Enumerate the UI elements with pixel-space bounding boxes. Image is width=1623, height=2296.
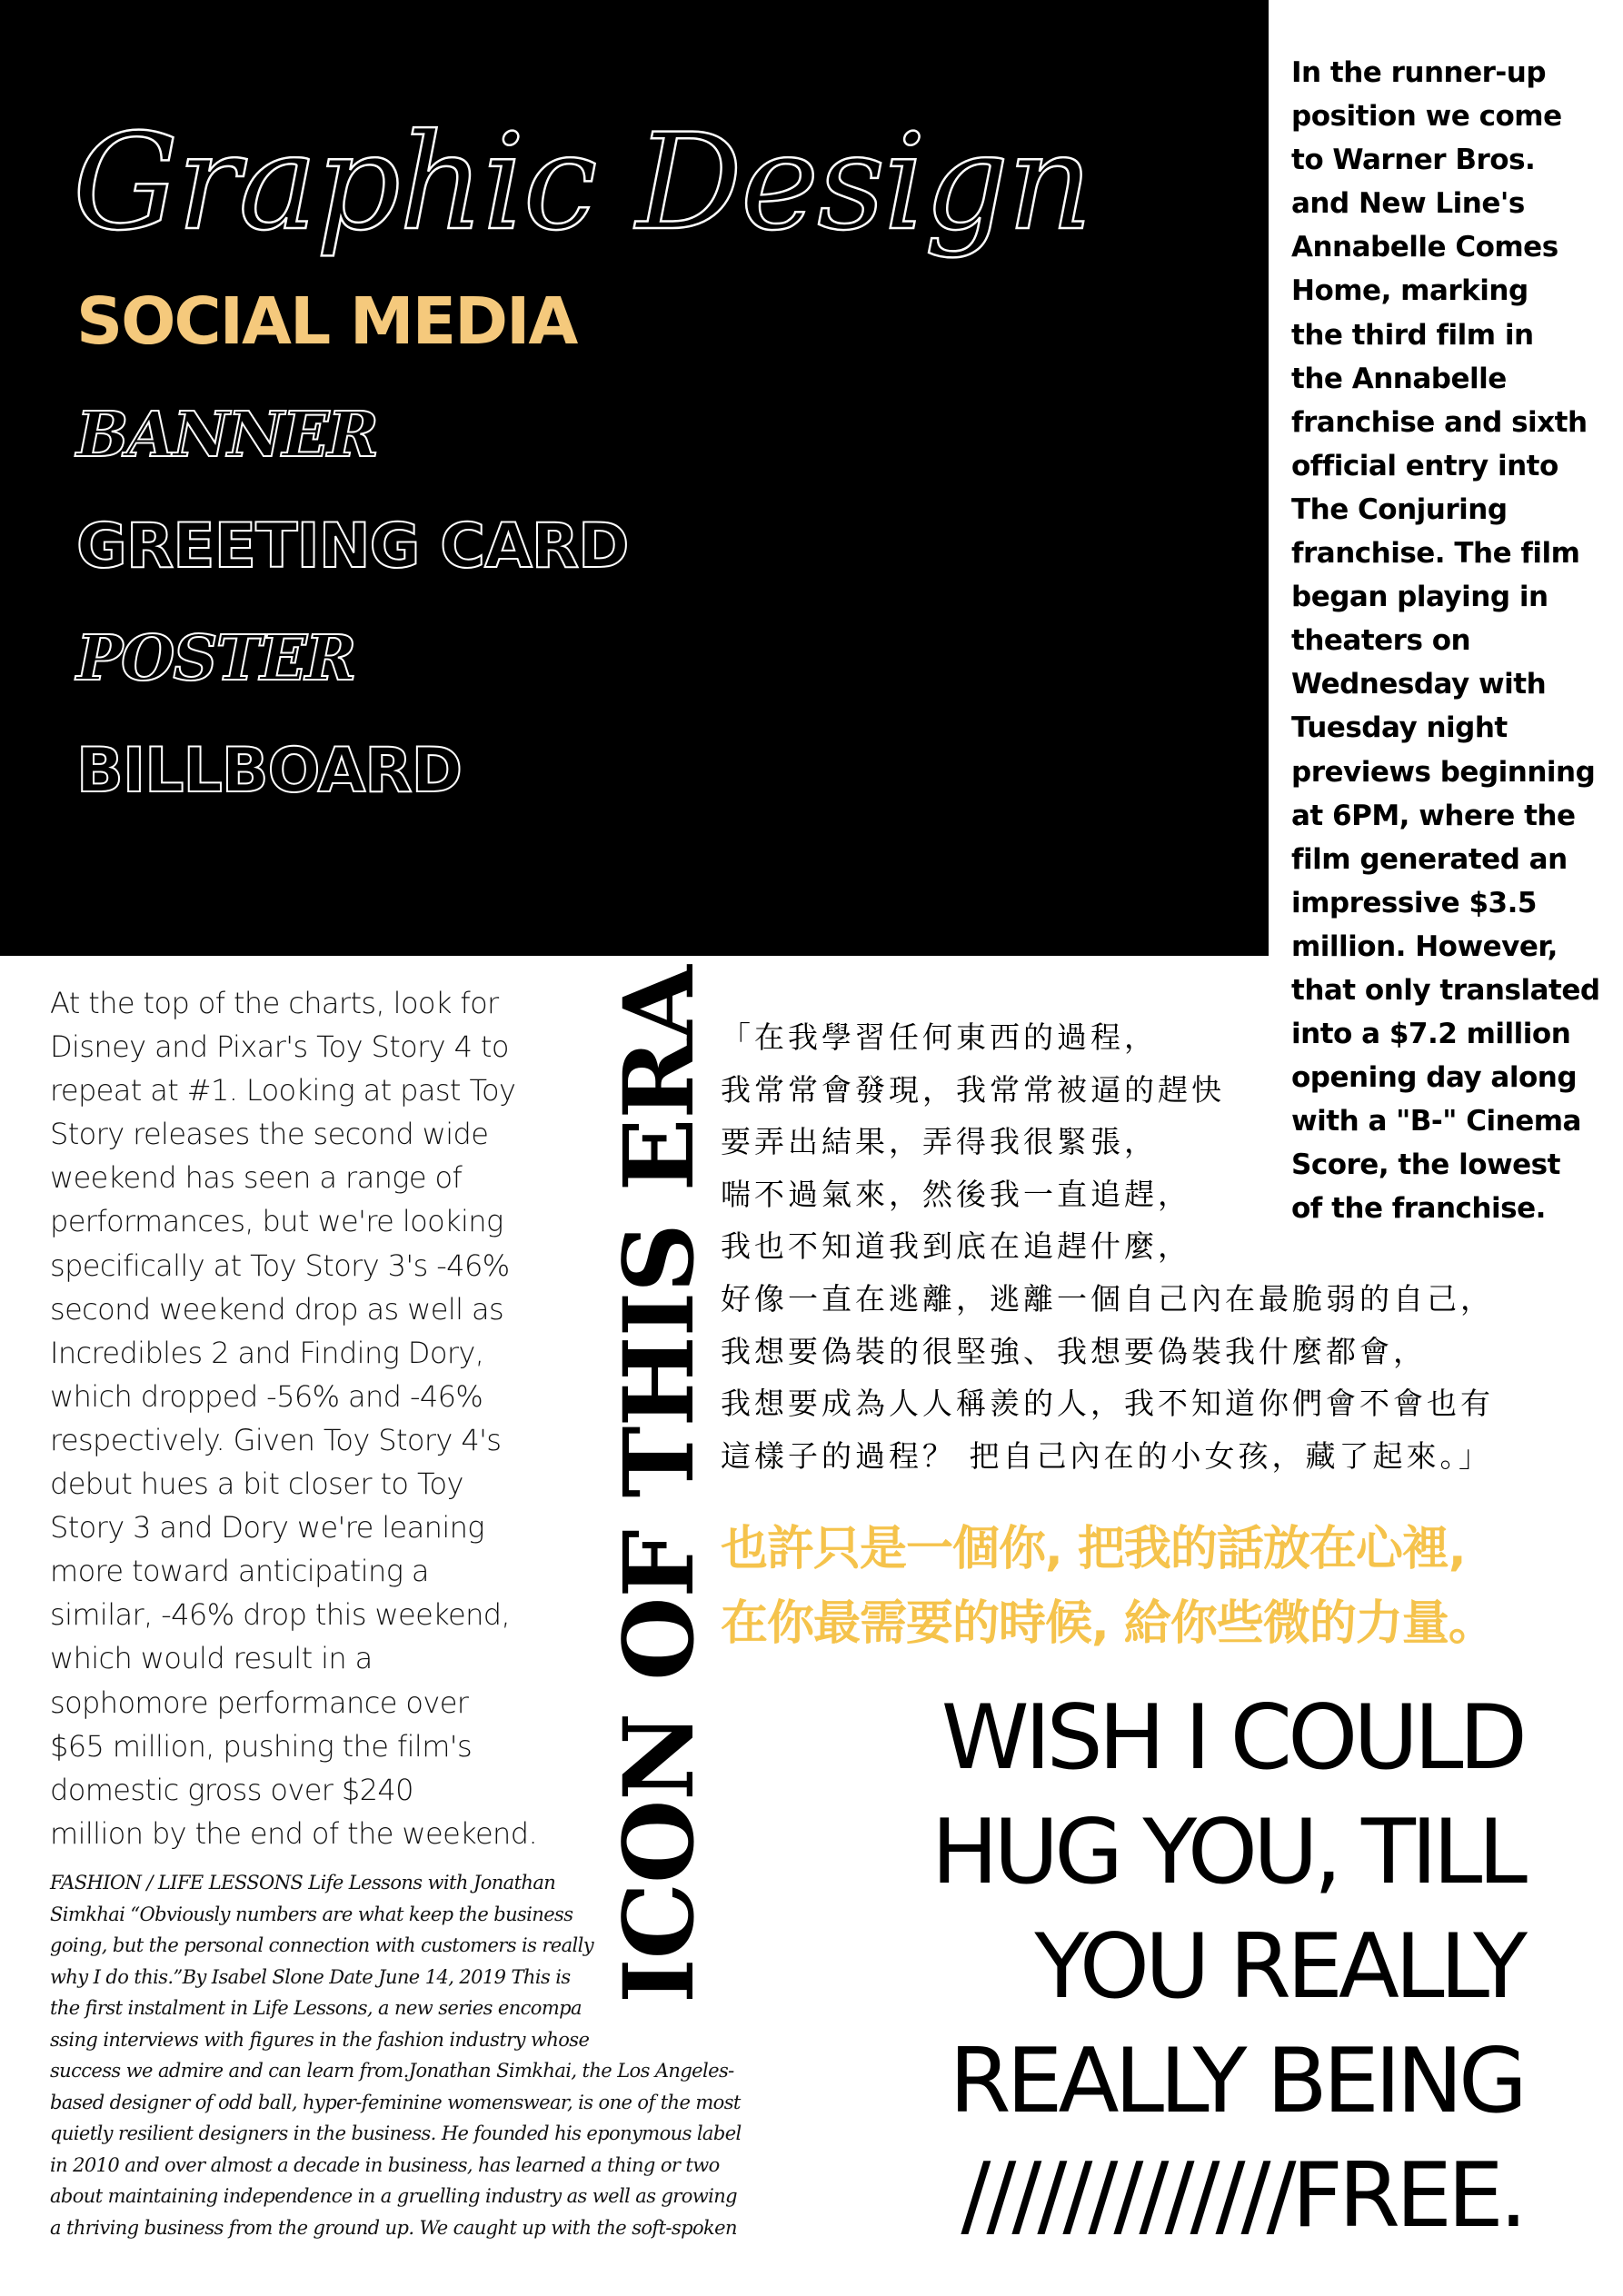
menu-item-banner: BANNER: [76, 399, 377, 472]
menu-item-poster: POSTER: [76, 622, 355, 695]
runner-up-article: In the runner-up position we come to Warner Bros. and New Line's Annabelle Comes Home, marking the third film in the Annabelle franchise and sixth official entry into The Conjuring franchise. The film began playing in theaters on Wednesday with Tuesday night previews beginning at 6PM, where the film generated an impressive $3.5 million. However, that only translated into a $7.2 million opening day along with a "B-" Cinema Score, the lowest of the franchise.: [1291, 56, 1600, 1226]
chinese-quote: 「在我學習任何東西的過程， 我常常會發現，我常常被逼的趕快 要弄出結果，弄得我很緊張， 喘不過氣來，然後我一直追趕， 我也不知道我到底在追趕什麼， 好像一直在逃離，逃離一個自己內在最脆弱的自己， 我想要偽裝的很堅強、我想要偽裝我什麼都會， 我想要成為人人稱羨的人，我不知道你們會不會也有 這樣子的過程？ 把自己內在的小女孩，藏了起來。」: [721, 1019, 1494, 1474]
chinese-highlight-quote: 也許只是一個你, 把我的話放在心裡, 在你最需要的時候, 給你些微的力量。: [721, 1522, 1495, 1651]
menu-item-social-media: SOCIAL MEDIA: [76, 283, 577, 359]
big-quote: WISH I COULD HUG YOU, TILL YOU REALLY REALLY BEING /////////////FREE.: [931, 1686, 1523, 2248]
vertical-heading: ICON OF THIS ERA: [602, 966, 715, 2003]
box-office-article: At the top of the charts, look for Disney and Pixar's Toy Story 4 to repeat at #1. Looking at past Toy Story releases the second wide weekend has seen a range of performances, but we're looking specifically at Toy Story 3's -46% second weekend drop as well as Incredibles 2 and Finding Dory, which dropped -56% and -46% respectively. Given Toy Story 4's debut hues a bit closer to Toy Story 3 and Dory we're leaning more toward anticipating a similar, -46% drop this weekend, which would result in a sophomore performance over $65 million, pushing the film's domestic gross over $240 million by the end of the weekend.: [50, 986, 538, 1851]
page-title: Graphic Design: [73, 105, 1091, 260]
fashion-article: FASHION / LIFE LESSONS Life Lessons with Jonathan Simkhai “Obviously numbers are what keep the business going, but the personal connection with customers is really why I do this.”By Isabel Slone Date June 14, 2019 This is the first instalment in Life Lessons, a new series encompa ssing interviews with figures in the fashion industry whose success we admire and can learn from.Jonathan Simkhai, the Los Angeles- based designer of odd ball, hyper-feminine womenswear, is one of the most quietly resilient designers in the business. He founded his eponymous label in 2010 and over almost a decade in business, has learned a thing or two about maintaining independence in a gruelling industry as well as growing a thriving business from the ground up. We caught up with the soft-spoken: [50, 1872, 742, 2239]
menu-item-billboard: BILLBOARD: [76, 735, 463, 807]
menu-item-greeting-card: GREETING CARD: [76, 511, 629, 582]
